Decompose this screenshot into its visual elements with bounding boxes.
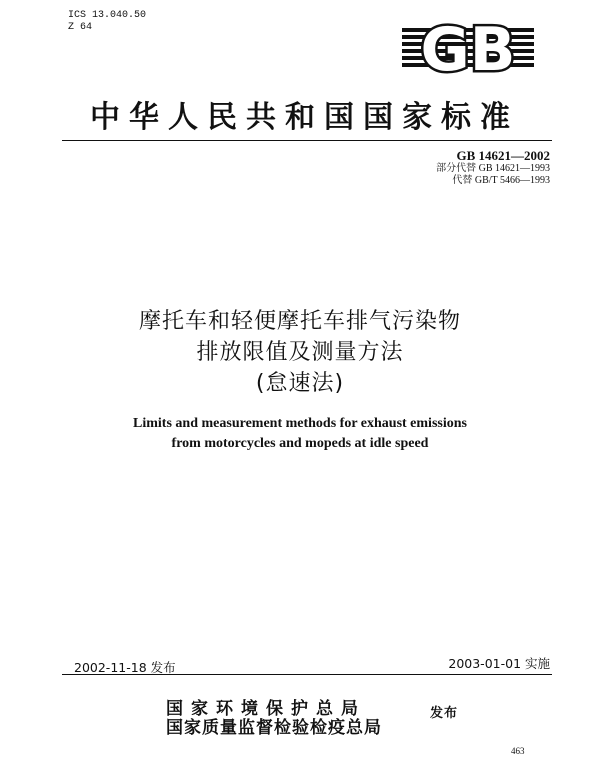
issuer-line1: 国家环境保护总局 [166,699,366,719]
national-standard-title: 中华人民共和国国家标准 [90,100,519,135]
footer-divider [62,674,552,675]
ics-code: ICS 13.040.50 [68,10,147,21]
gb-logo-text: GB [420,18,516,76]
page-number: 463 [511,746,525,756]
title-en-line2: from motorcycles and mopeds at idle speed [171,436,429,451]
replaces: 代替 GB/T 5466—1993 [452,175,550,186]
publish-label: 发布 [430,706,459,721]
title-cn-line1: 摩托车和轻便摩托车排气污染物 [138,309,461,334]
classification-codes [68,10,146,34]
gb-logo [402,18,534,76]
issue-date: 2002-11-18 发布 [74,660,176,675]
ccs-code: Z 64 [68,22,93,33]
standard-number-block [436,148,550,187]
effective-date: 2003-01-01 实施 [448,656,550,671]
issuer-line2: 国家质量监督检验检疫总局 [166,718,382,738]
standard-number: GB 14621—2002 [456,148,550,163]
title-cn-line2: 排放限值及测量方法 [196,340,404,365]
title-en-line1: Limits and measurement methods for exhaust emissions [133,416,467,431]
title-cn-line3: (怠速法) [255,371,345,396]
header-divider [62,140,552,141]
partially-replaces: 部分代替 GB 14621—1993 [436,163,550,174]
